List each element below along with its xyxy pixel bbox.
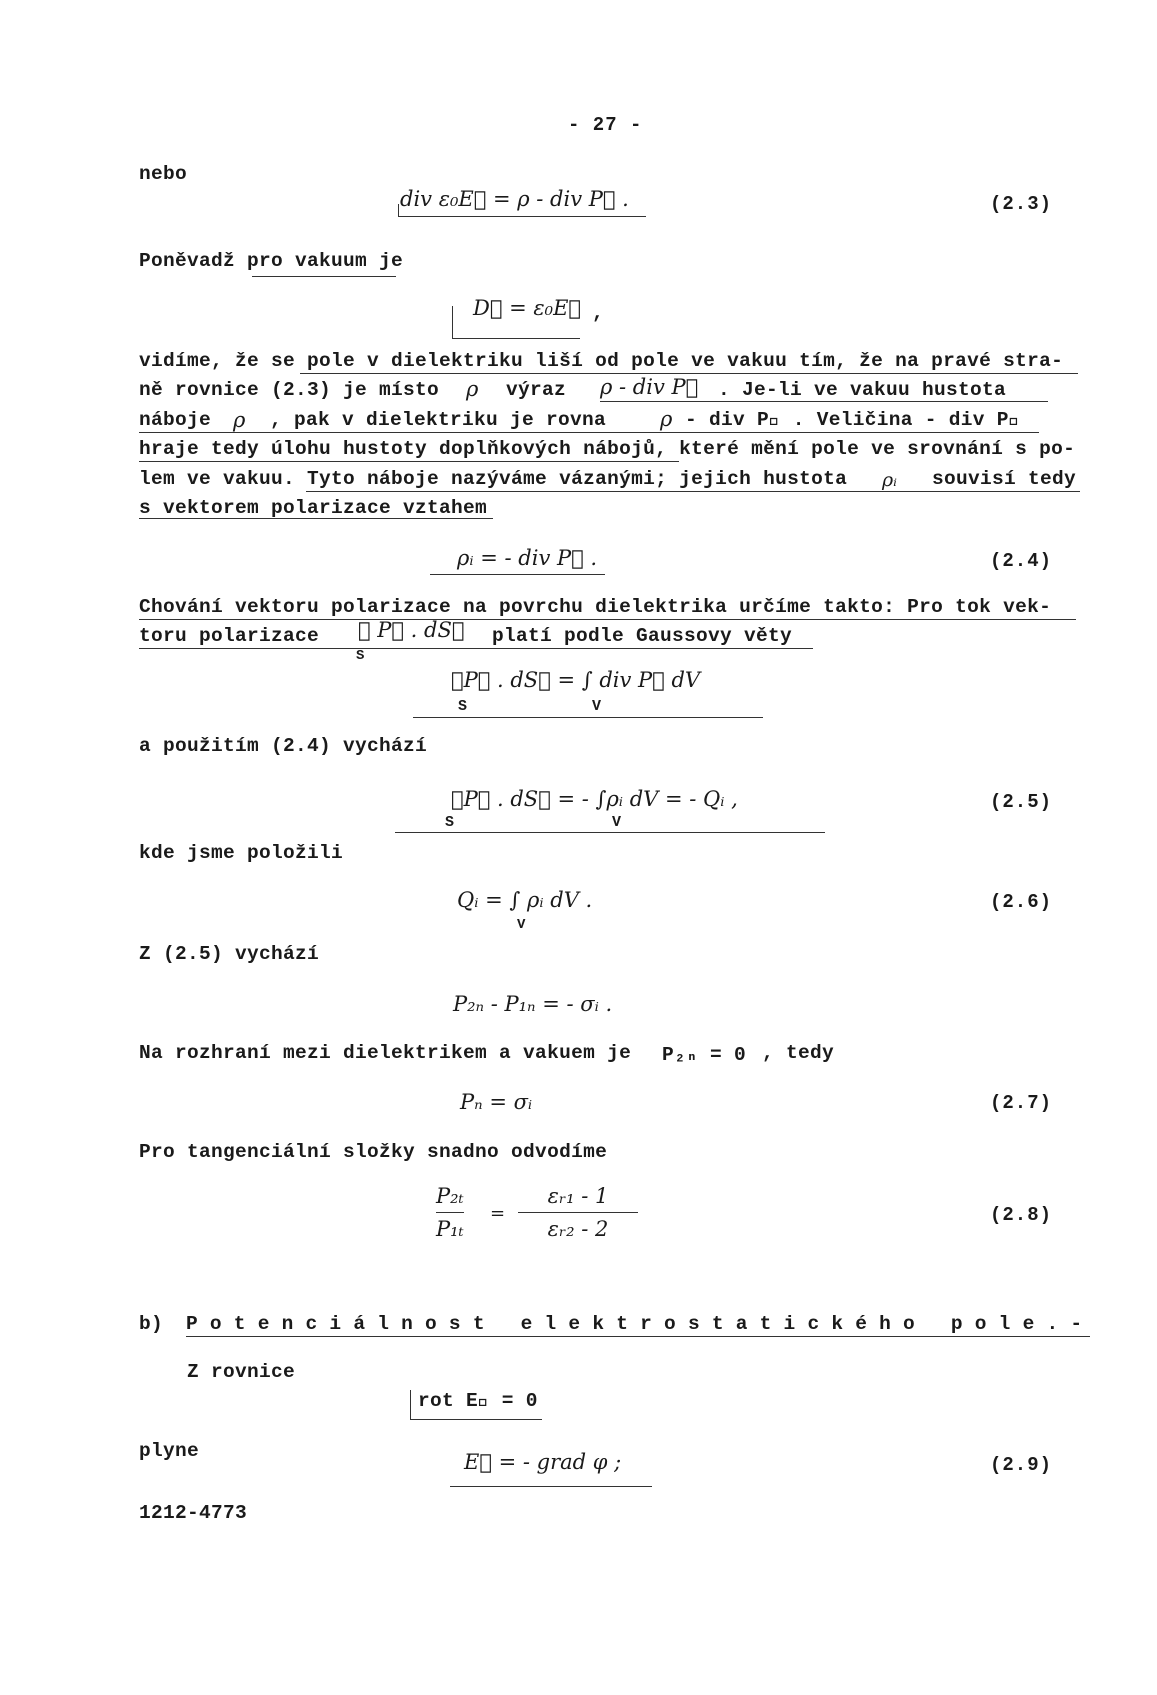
- text-line: souvisí tedy: [932, 468, 1077, 490]
- text-line: Chování vektoru polarizace na povrchu dielektrika určíme takto: Pro tok vek-: [139, 596, 1052, 618]
- equation-rot-E: rot E⃗ = 0: [418, 1390, 538, 1412]
- math-subscript: S: [356, 648, 365, 664]
- equation-number: (2.7): [990, 1092, 1053, 1114]
- equation-number: (2.5): [990, 791, 1053, 813]
- equation-boundary-normal: P₂ₙ - P₁ₙ = - σᵢ .: [453, 992, 613, 1016]
- equation-2-7: Pₙ = σᵢ: [460, 1090, 533, 1114]
- math-symbol: ρ: [466, 377, 479, 401]
- fraction-left: [436, 1184, 464, 1241]
- text-line: a použitím (2.4) vychází: [139, 735, 428, 757]
- punctuation: ,: [592, 302, 605, 324]
- equation-2-4: ρᵢ = - div P⃗ .: [457, 546, 598, 570]
- text-line: , pak v dielektriku je rovna: [270, 409, 607, 431]
- text-line: - div P⃗ . Veličina - div P⃗: [685, 409, 1021, 431]
- text-line: , tedy: [762, 1042, 835, 1064]
- section-title-underline: [186, 1336, 1090, 1337]
- text-line: Z rovnice: [187, 1361, 296, 1383]
- text-underline: [252, 276, 396, 277]
- text-line: Poněvadž pro vakuum je: [139, 250, 404, 272]
- fraction-right: [518, 1184, 638, 1241]
- text-line: Z (2.5) vychází: [139, 943, 320, 965]
- text-line: ně rovnice (2.3) je místo: [139, 379, 440, 401]
- text-underline: [139, 461, 679, 462]
- equation-number: (2.6): [990, 891, 1053, 913]
- text-underline: [600, 401, 1048, 402]
- equation-underline: [398, 216, 646, 217]
- equation-underline: [450, 1486, 652, 1487]
- equation-number: (2.9): [990, 1454, 1053, 1476]
- fraction-numerator: P₂ₜ: [436, 1184, 464, 1208]
- text-line: plyne: [139, 1440, 200, 1462]
- math-expression: P₂ₙ = 0: [662, 1044, 747, 1066]
- text-line: nebo: [139, 163, 188, 185]
- text-underline: [300, 373, 1078, 374]
- text-underline: [139, 518, 493, 519]
- fraction-numerator: εᵣ₁ - 1: [547, 1184, 609, 1208]
- fraction-bar: [436, 1212, 464, 1213]
- text-line: toru polarizace: [139, 625, 320, 647]
- fraction-denominator: εᵣ₂ - 2: [547, 1217, 609, 1241]
- equation-underline: [413, 717, 763, 718]
- math-subscript: S: [445, 814, 455, 831]
- box-left-edge: [452, 306, 453, 338]
- equation-2-6: Qᵢ = ∫ ρᵢ dV .: [457, 888, 593, 912]
- math-subscript: S: [458, 698, 468, 715]
- text-line: náboje: [139, 409, 212, 431]
- fraction-bar: [518, 1212, 638, 1213]
- text-line: Pro tangenciální složky snadno odvodíme: [139, 1141, 608, 1163]
- text-underline: [139, 648, 813, 649]
- text-line: platí podle Gaussovy věty: [492, 625, 793, 647]
- text-line: hraje tedy úlohu hustoty doplňkových nábojů, které mění pole ve srovnání s po-: [139, 438, 1076, 460]
- equation-2-3: div ε₀E⃗ = ρ - div P⃗ .: [400, 187, 629, 211]
- equation-underline: [430, 574, 605, 575]
- box-underline: [452, 338, 580, 339]
- math-subscript: V: [592, 698, 602, 715]
- text-underline: [306, 491, 1080, 492]
- math-expression: ∮ P⃗ . dS⃗: [358, 618, 465, 642]
- text-line: s vektorem polarizace vztahem: [139, 497, 488, 519]
- math-symbol: ρᵢ: [882, 469, 897, 491]
- text-line: lem ve vakuu. Tyto náboje nazýváme vázanými; jejich hustota: [139, 468, 848, 490]
- text-line: Na rozhraní mezi dielektrikem a vakuem je: [139, 1042, 632, 1064]
- math-subscript: V: [612, 814, 622, 831]
- equation-bracket: [398, 204, 399, 217]
- text-underline: [139, 432, 1039, 433]
- equation-number: (2.3): [990, 193, 1053, 215]
- equation-D: D⃗ = ε₀E⃗: [473, 296, 582, 320]
- equation-2-5: ∮P⃗ . dS⃗ = - ∫ρᵢ dV = - Qᵢ ,: [451, 787, 738, 811]
- equation-underline: [395, 832, 825, 833]
- equation-number: (2.4): [990, 550, 1053, 572]
- text-line: kde jsme položili: [139, 842, 344, 864]
- text-line: . Je-li ve vakuu hustota: [718, 379, 1007, 401]
- document-code: 1212-4773: [139, 1502, 248, 1524]
- math-symbol: ρ: [233, 408, 246, 432]
- text-line: vidíme, že se pole v dielektriku liší od pole ve vakuu tím, že na pravé stra-: [139, 350, 1064, 372]
- section-title: Potenciálnost elektrostatického pole.-: [186, 1313, 1095, 1335]
- math-subscript: V: [517, 917, 526, 933]
- equation-2-9: E⃗ = - grad φ ;: [464, 1450, 622, 1474]
- math-expression: ρ - div P⃗: [600, 375, 699, 399]
- section-label: b): [139, 1313, 164, 1335]
- math-symbol: ρ: [660, 407, 673, 431]
- text-line: výraz: [506, 379, 567, 401]
- box-underline: [410, 1419, 542, 1420]
- equals-sign: =: [490, 1203, 506, 1224]
- equation-gauss: ∮P⃗ . dS⃗ = ∫ div P⃗ dV: [451, 668, 701, 692]
- box-left-edge: [410, 1390, 411, 1420]
- page-number: - 27 -: [568, 114, 643, 136]
- text-underline: [139, 619, 1076, 620]
- equation-number: (2.8): [990, 1204, 1053, 1226]
- fraction-denominator: P₁ₜ: [436, 1217, 464, 1241]
